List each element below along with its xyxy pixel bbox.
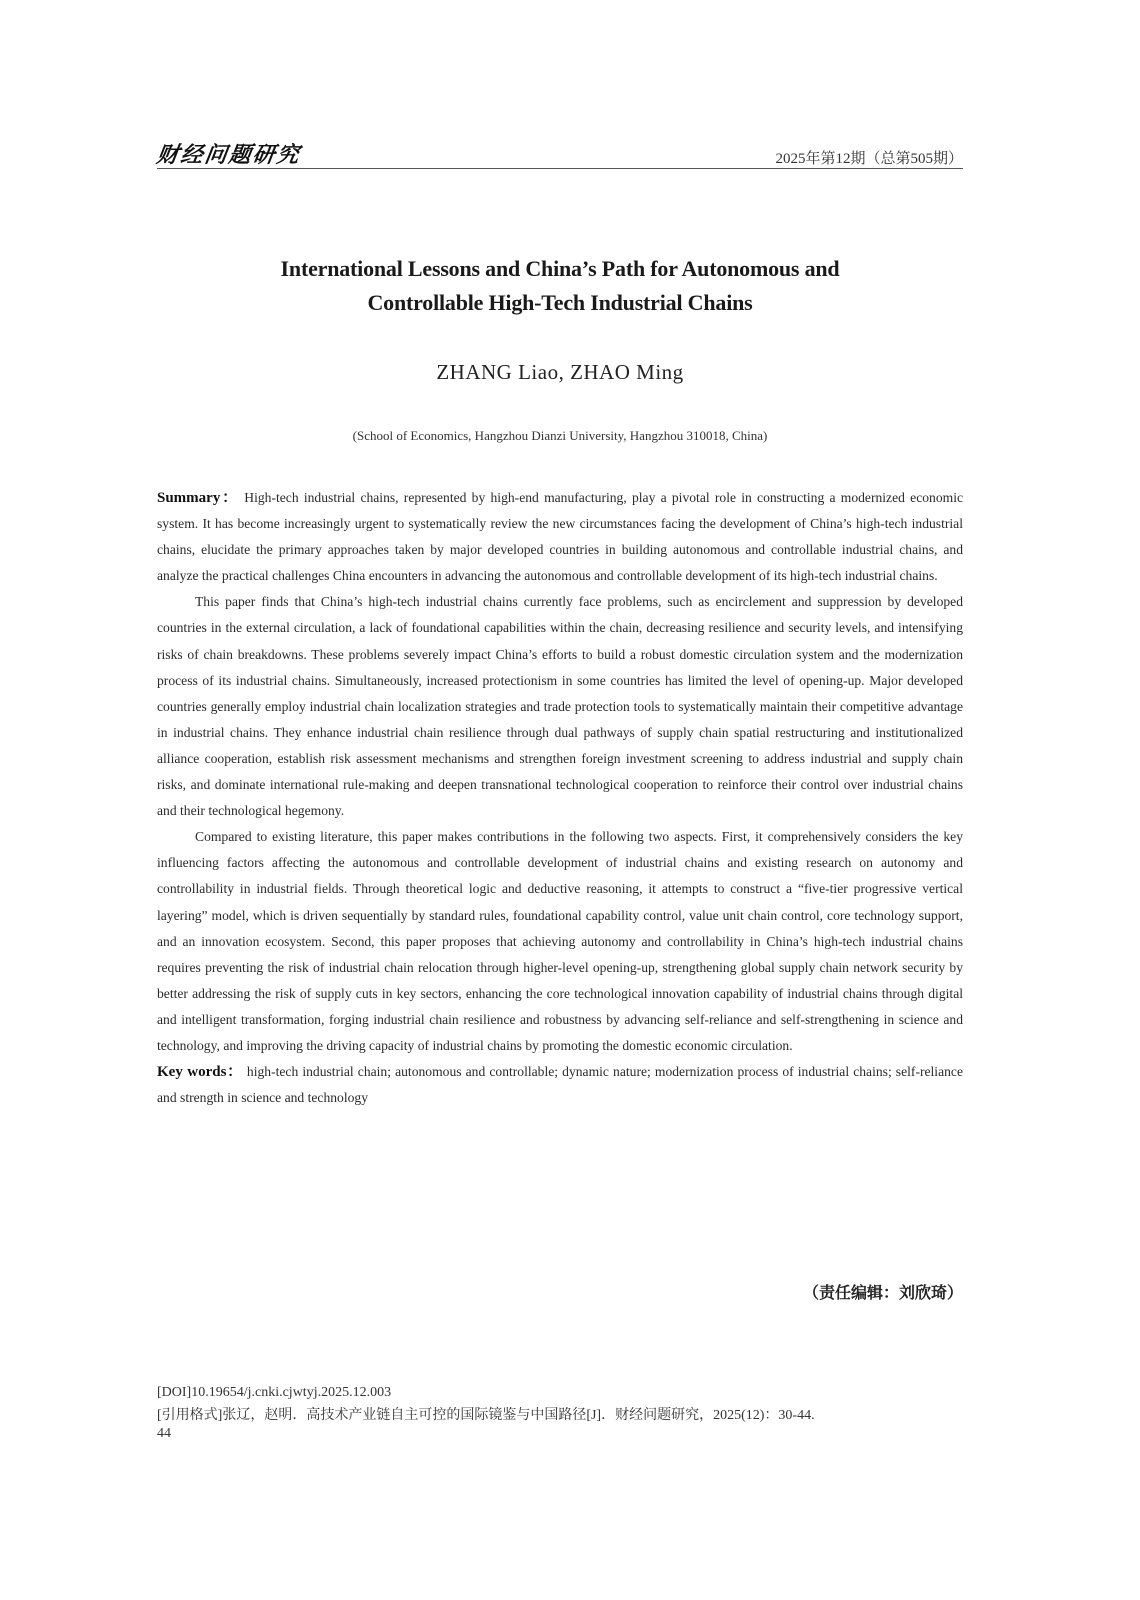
keywords-label: Key words： (157, 1064, 243, 1081)
running-header (154, 136, 963, 169)
article-title-line-1: International Lessons and China’s Path for Autonomous and (280, 256, 840, 281)
abstract-paragraph-2: This paper finds that China’s high-tech industrial chains currently face problems, such as encirclement and suppression by developed countries in the external circulation, a lack of foundational capabilities within the chain, decreasing resilience and security levels, and intensifying risks of chain breakdowns. These problems severely impact China’s efforts to build a robust domestic circulation system and the modernization process of its industrial chains. Simultaneously, increased protectionism in some countries has limited the level of opening-up. Major developed countries generally employ industrial chain localization strategies and trade protection tools to systematically maintain their competitive advantage in industrial chains. They enhance industrial chain resilience through dual pathways of supply chain spatial restructuring and institutionalized alliance cooperation, establish risk assessment mechanisms and strengthen foreign investment screening to address industrial and supply chain risks, and dominate international rule-making and deepen transnational technological cooperation to reinforce their control over industrial chains and their technological hegemony. (157, 594, 963, 819)
summary-label: Summary： (157, 490, 240, 506)
affiliation: (School of Economics, Hangzhou Dianzi University, Hangzhou 310018, China) (352, 428, 768, 443)
article-title-line-2: Controllable High-Tech Industrial Chains (367, 290, 753, 315)
footer (157, 1384, 963, 1443)
page-number: 44 (157, 1426, 171, 1441)
article-title (157, 252, 963, 320)
issue-info: 2025年第12期（总第505期） (775, 151, 963, 167)
summary-paragraph (157, 485, 963, 589)
doi: [DOI]10.19654/j.cnki.cjwtyj.2025.12.003 (157, 1385, 392, 1400)
citation-format: [引用格式]张辽，赵明．高技术产业链自主可控的国际镜鉴与中国路径[J]．财经问题研究，2025(12)：30-44. (157, 1408, 815, 1423)
abstract-paragraph-3: Compared to existing literature, this paper makes contributions in the following two aspects. First, it comprehensively considers the key influencing factors affecting the autonomous and controllable development of industrial chains and existing research on autonomy and controllability in industrial fields. Through theoretical logic and deductive reasoning, it attempts to construct a “five-tier progressive vertical layering” model, which is driven sequentially by standard rules, foundational capability control, value unit chain control, core technology support, and an innovation ecosystem. Second, this paper proposes that achieving autonomy and controllability in China’s high-tech industrial chains requires preventing the risk of industrial chain relocation through higher-level opening-up, strengthening global supply chain network security by better addressing the risk of supply cuts in key sectors, enhancing the core technological innovation capability of industrial chains through digital and intelligent transformation, forging industrial chain resilience and robustness by advancing self-reliance and self-strengthening in science and technology, and improving the driving capacity of industrial chains by promoting the domestic economic circulation. (157, 829, 963, 1053)
journal-logo: 财经问题研究 (154, 142, 303, 168)
responsible-editor: （责任编辑：刘欣琦） (802, 1283, 963, 1302)
keywords-text: high-tech industrial chain; autonomous and controllable; dynamic nature; modernization process of industrial chains; self-reliance and strength in science and technology (157, 1064, 963, 1106)
summary-text: High-tech industrial chains, represented by high-end manufacturing, play a pivotal role in constructing a modernized economic system. It has become increasingly urgent to systematically review the new circumstances facing the development of China’s high-tech industrial chains, elucidate the primary approaches taken by major developed countries in building autonomous and controllable industrial chains, and analyze the practical challenges China encounters in advancing the autonomous and controllable development of its high-tech industrial chains. (157, 490, 964, 584)
keywords-paragraph (157, 1059, 963, 1111)
abstract (157, 485, 963, 1111)
authors: ZHANG Liao, ZHAO Ming (436, 360, 684, 384)
